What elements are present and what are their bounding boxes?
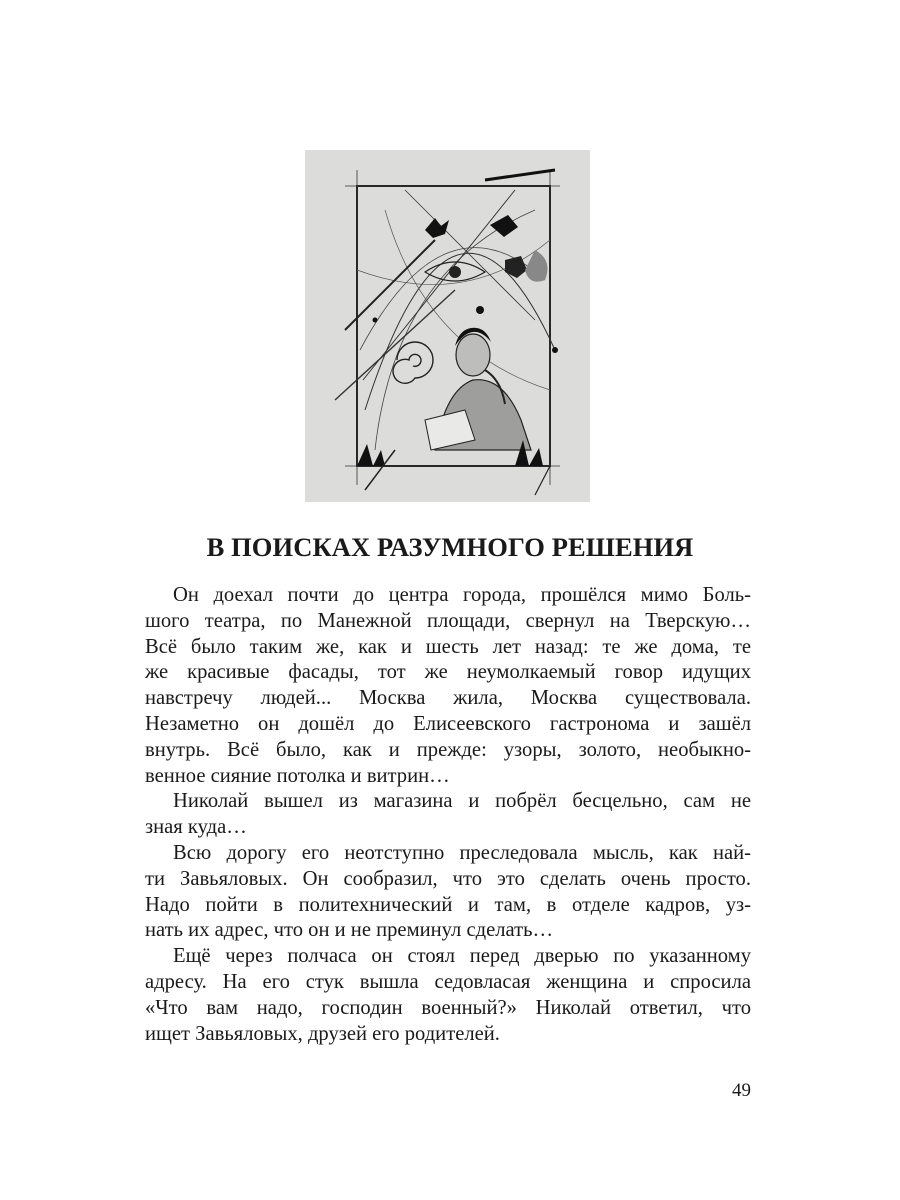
paragraph-line: Всю дорогу его неотступно преследовала мысль, как най- [173,841,751,864]
paragraph-line: адресу. На его стук вышла седовласая женщина и спросила [145,970,751,993]
paragraph-line: зная куда… [145,816,247,839]
paragraph-line: Надо пойти в политехнический и там, в отделе кадров, уз- [145,893,751,916]
paragraph-line: Незаметно он дошёл до Елисеевского гастронома и зашёл [145,712,751,735]
page-number: 49 [732,1080,751,1101]
body-text [145,583,751,1047]
chapter-title: В ПОИСКАХ РАЗУМНОГО РЕШЕНИЯ [206,532,694,562]
paragraph-line: венное сияние потолка и витрин… [145,764,450,787]
paragraph-line: нать их адрес, что он и не преминул сделать… [145,919,554,942]
paragraph-line: внутрь. Всё было, как и прежде: узоры, золото, необыкно- [145,738,751,761]
paragraph-line: «Что вам надо, господин военный?» Николай ответил, что [145,996,751,1019]
ink-drawing-icon [305,150,590,502]
paragraph-line: ищет Завьяловых, друзей его родителей. [145,1022,500,1045]
paragraph-line: Николай вышел из магазина и побрёл бесцельно, сам не [173,790,751,813]
paragraph-line: ти Завьяловых. Он сообразил, что это сделать очень просто. [145,867,751,890]
paragraph-line: же красивые фасады, тот же неумолкаемый говор идущих [145,661,751,684]
paragraph-line: Ещё через полчаса он стоял перед дверью по указанному [173,945,751,968]
paragraph-line: навстречу людей... Москва жила, Москва существовала. [145,687,751,710]
chapter-illustration [305,150,590,502]
paragraph-line: Всё было таким же, как и шесть лет назад: те же дома, те [145,635,751,658]
paragraph-line: Он доехал почти до центра города, прошёлся мимо Боль- [173,584,751,606]
paragraph-line: шого театра, по Манежной площади, свернул на Тверскую… [145,609,751,632]
